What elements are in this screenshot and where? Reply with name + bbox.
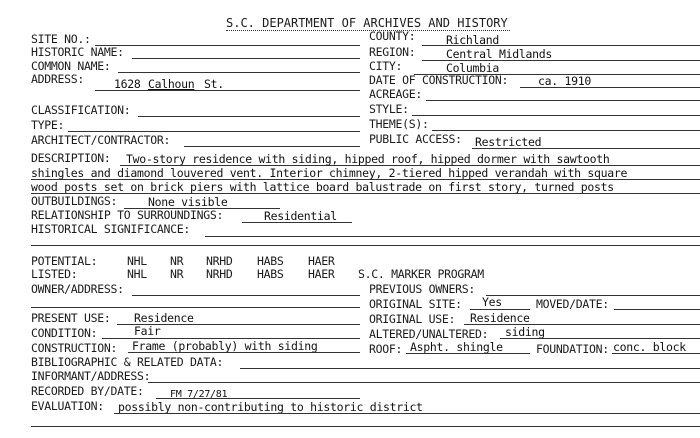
listed-haer: HAER bbox=[308, 267, 335, 281]
potential-nhl: NHL bbox=[127, 254, 147, 268]
classification-label: CLASSIFICATION: bbox=[31, 103, 131, 117]
acreage-label: ACREAGE: bbox=[369, 87, 422, 101]
listed-nhl: NHL bbox=[127, 267, 147, 281]
historical-significance-field[interactable] bbox=[205, 236, 700, 237]
listed-nrhd: NRHD bbox=[206, 267, 233, 281]
construction-value: Frame (probably) with siding bbox=[132, 339, 318, 353]
previous-owners-field[interactable] bbox=[486, 295, 700, 296]
evaluation-value: possibly non-contributing to historic district bbox=[118, 400, 423, 414]
date-of-construction-field[interactable] bbox=[520, 87, 700, 88]
site-no-field[interactable] bbox=[95, 45, 360, 46]
type-field[interactable] bbox=[68, 131, 360, 132]
address-number-value: 1628 bbox=[114, 77, 141, 91]
themes-field[interactable] bbox=[432, 130, 700, 131]
county-value: Richland bbox=[446, 33, 499, 47]
owner-address-label: OWNER/ADDRESS: bbox=[31, 282, 124, 296]
altered-value: siding bbox=[505, 325, 545, 339]
foundation-field[interactable] bbox=[612, 353, 700, 354]
relationship-label: RELATIONSHIP TO SURROUNDINGS: bbox=[31, 208, 224, 222]
listed-nr: NR bbox=[170, 267, 184, 281]
title-rule bbox=[226, 30, 510, 31]
recorded-label: RECORDED BY/DATE: bbox=[31, 384, 144, 398]
acreage-field[interactable] bbox=[426, 100, 700, 101]
listed-label: LISTED: bbox=[31, 267, 78, 281]
potential-nrhd: NRHD bbox=[206, 254, 233, 268]
construction-field[interactable] bbox=[128, 352, 360, 353]
original-site-label: ORIGINAL SITE: bbox=[369, 297, 462, 311]
present-use-value: Residence bbox=[134, 311, 194, 325]
address-street-value: Calhoun bbox=[148, 77, 195, 91]
construction-label: CONSTRUCTION: bbox=[31, 341, 118, 355]
address-suffix-value: St. bbox=[204, 77, 224, 91]
original-use-field[interactable] bbox=[464, 324, 700, 325]
themes-label: THEME(S): bbox=[369, 117, 429, 131]
form-title: S.C. DEPARTMENT OF ARCHIVES AND HISTORY bbox=[226, 16, 508, 30]
owner-address-field[interactable] bbox=[132, 295, 360, 296]
public-access-value: Restricted bbox=[475, 135, 542, 149]
date-of-construction-value: ca. 1910 bbox=[538, 74, 591, 88]
county-field[interactable] bbox=[422, 45, 700, 46]
architect-label: ARCHITECT/CONTRACTOR: bbox=[31, 133, 171, 147]
bibliographic-field[interactable] bbox=[240, 368, 700, 369]
condition-label: CONDITION: bbox=[31, 326, 98, 340]
public-access-label: PUBLIC ACCESS: bbox=[369, 132, 462, 146]
foundation-label: FOUNDATION: bbox=[536, 342, 609, 356]
style-label: STYLE: bbox=[369, 102, 409, 116]
relationship-value: Residential bbox=[264, 209, 337, 223]
informant-label: INFORMANT/ADDRESS: bbox=[31, 369, 151, 383]
previous-owners-label: PREVIOUS OWNERS: bbox=[369, 282, 475, 296]
address-label: ADDRESS: bbox=[31, 72, 84, 86]
original-use-value: Residence bbox=[470, 311, 530, 325]
common-name-field[interactable] bbox=[118, 72, 360, 73]
type-label: TYPE: bbox=[31, 118, 65, 132]
relationship-field[interactable] bbox=[242, 222, 352, 223]
public-access-field[interactable] bbox=[472, 148, 700, 149]
roof-value: Aspht. shingle bbox=[410, 340, 503, 354]
description-rule-3 bbox=[31, 193, 700, 194]
owner-address-field-2[interactable] bbox=[31, 307, 360, 308]
present-use-label: PRESENT USE: bbox=[31, 311, 111, 325]
outbuildings-value: None visible bbox=[148, 195, 228, 209]
city-value: Columbia bbox=[446, 61, 499, 75]
city-label: CITY: bbox=[369, 59, 403, 73]
region-label: REGION: bbox=[369, 45, 416, 59]
informant-field[interactable] bbox=[148, 382, 700, 383]
altered-field[interactable] bbox=[500, 338, 700, 339]
historic-name-field[interactable] bbox=[132, 58, 360, 59]
recorded-field[interactable] bbox=[156, 398, 360, 399]
outbuildings-label: OUTBUILDINGS: bbox=[31, 194, 118, 208]
address-field[interactable] bbox=[95, 90, 360, 91]
description-line-2: shingles and diamond louvered vent. Interior chimney, 2-tiered hipped verandah with square bbox=[31, 166, 628, 180]
county-label: COUNTY: bbox=[369, 29, 416, 43]
original-site-field[interactable] bbox=[470, 309, 530, 310]
description-label: DESCRIPTION: bbox=[31, 151, 111, 165]
description-line-3: wood posts set on brick piers with lattice board balustrade on first story, turned posts bbox=[31, 180, 614, 194]
altered-label: ALTERED/UNALTERED: bbox=[369, 327, 489, 341]
foundation-value: conc. block bbox=[613, 340, 686, 354]
moved-date-field[interactable] bbox=[614, 309, 700, 310]
potential-haer: HAER bbox=[308, 254, 335, 268]
historic-name-label: HISTORIC NAME: bbox=[31, 45, 124, 59]
historical-significance-label: HISTORICAL SIGNIFICANCE: bbox=[31, 222, 190, 236]
evaluation-field-2[interactable] bbox=[31, 426, 700, 427]
date-of-construction-label: DATE OF CONSTRUCTION: bbox=[369, 73, 509, 87]
original-site-value: Yes bbox=[482, 295, 502, 309]
roof-field[interactable] bbox=[406, 353, 530, 354]
description-line-1: Two-story residence with siding, hipped roof, hipped dormer with sawtooth bbox=[126, 152, 610, 166]
site-no-label: SITE NO.: bbox=[31, 32, 91, 46]
section-divider bbox=[31, 245, 700, 246]
original-use-label: ORIGINAL USE: bbox=[369, 312, 456, 326]
potential-nr: NR bbox=[170, 254, 184, 268]
marker-program-label: S.C. MARKER PROGRAM bbox=[358, 267, 484, 281]
style-field[interactable] bbox=[412, 115, 700, 116]
roof-label: ROOF: bbox=[369, 342, 403, 356]
common-name-label: COMMON NAME: bbox=[31, 59, 111, 73]
condition-value: Fair bbox=[134, 324, 161, 338]
architect-field[interactable] bbox=[184, 146, 360, 147]
bibliographic-label: BIBLIOGRAPHIC & RELATED DATA: bbox=[31, 355, 224, 369]
classification-field[interactable] bbox=[138, 116, 360, 117]
moved-date-label: MOVED/DATE: bbox=[536, 297, 609, 311]
region-value: Central Midlands bbox=[446, 47, 552, 61]
recorded-value: FM 7/27/81 bbox=[170, 389, 228, 400]
potential-label: POTENTIAL: bbox=[31, 254, 98, 268]
listed-habs: HABS bbox=[257, 267, 284, 281]
evaluation-field[interactable] bbox=[114, 413, 700, 414]
evaluation-label: EVALUATION: bbox=[31, 399, 104, 413]
potential-habs: HABS bbox=[257, 254, 284, 268]
